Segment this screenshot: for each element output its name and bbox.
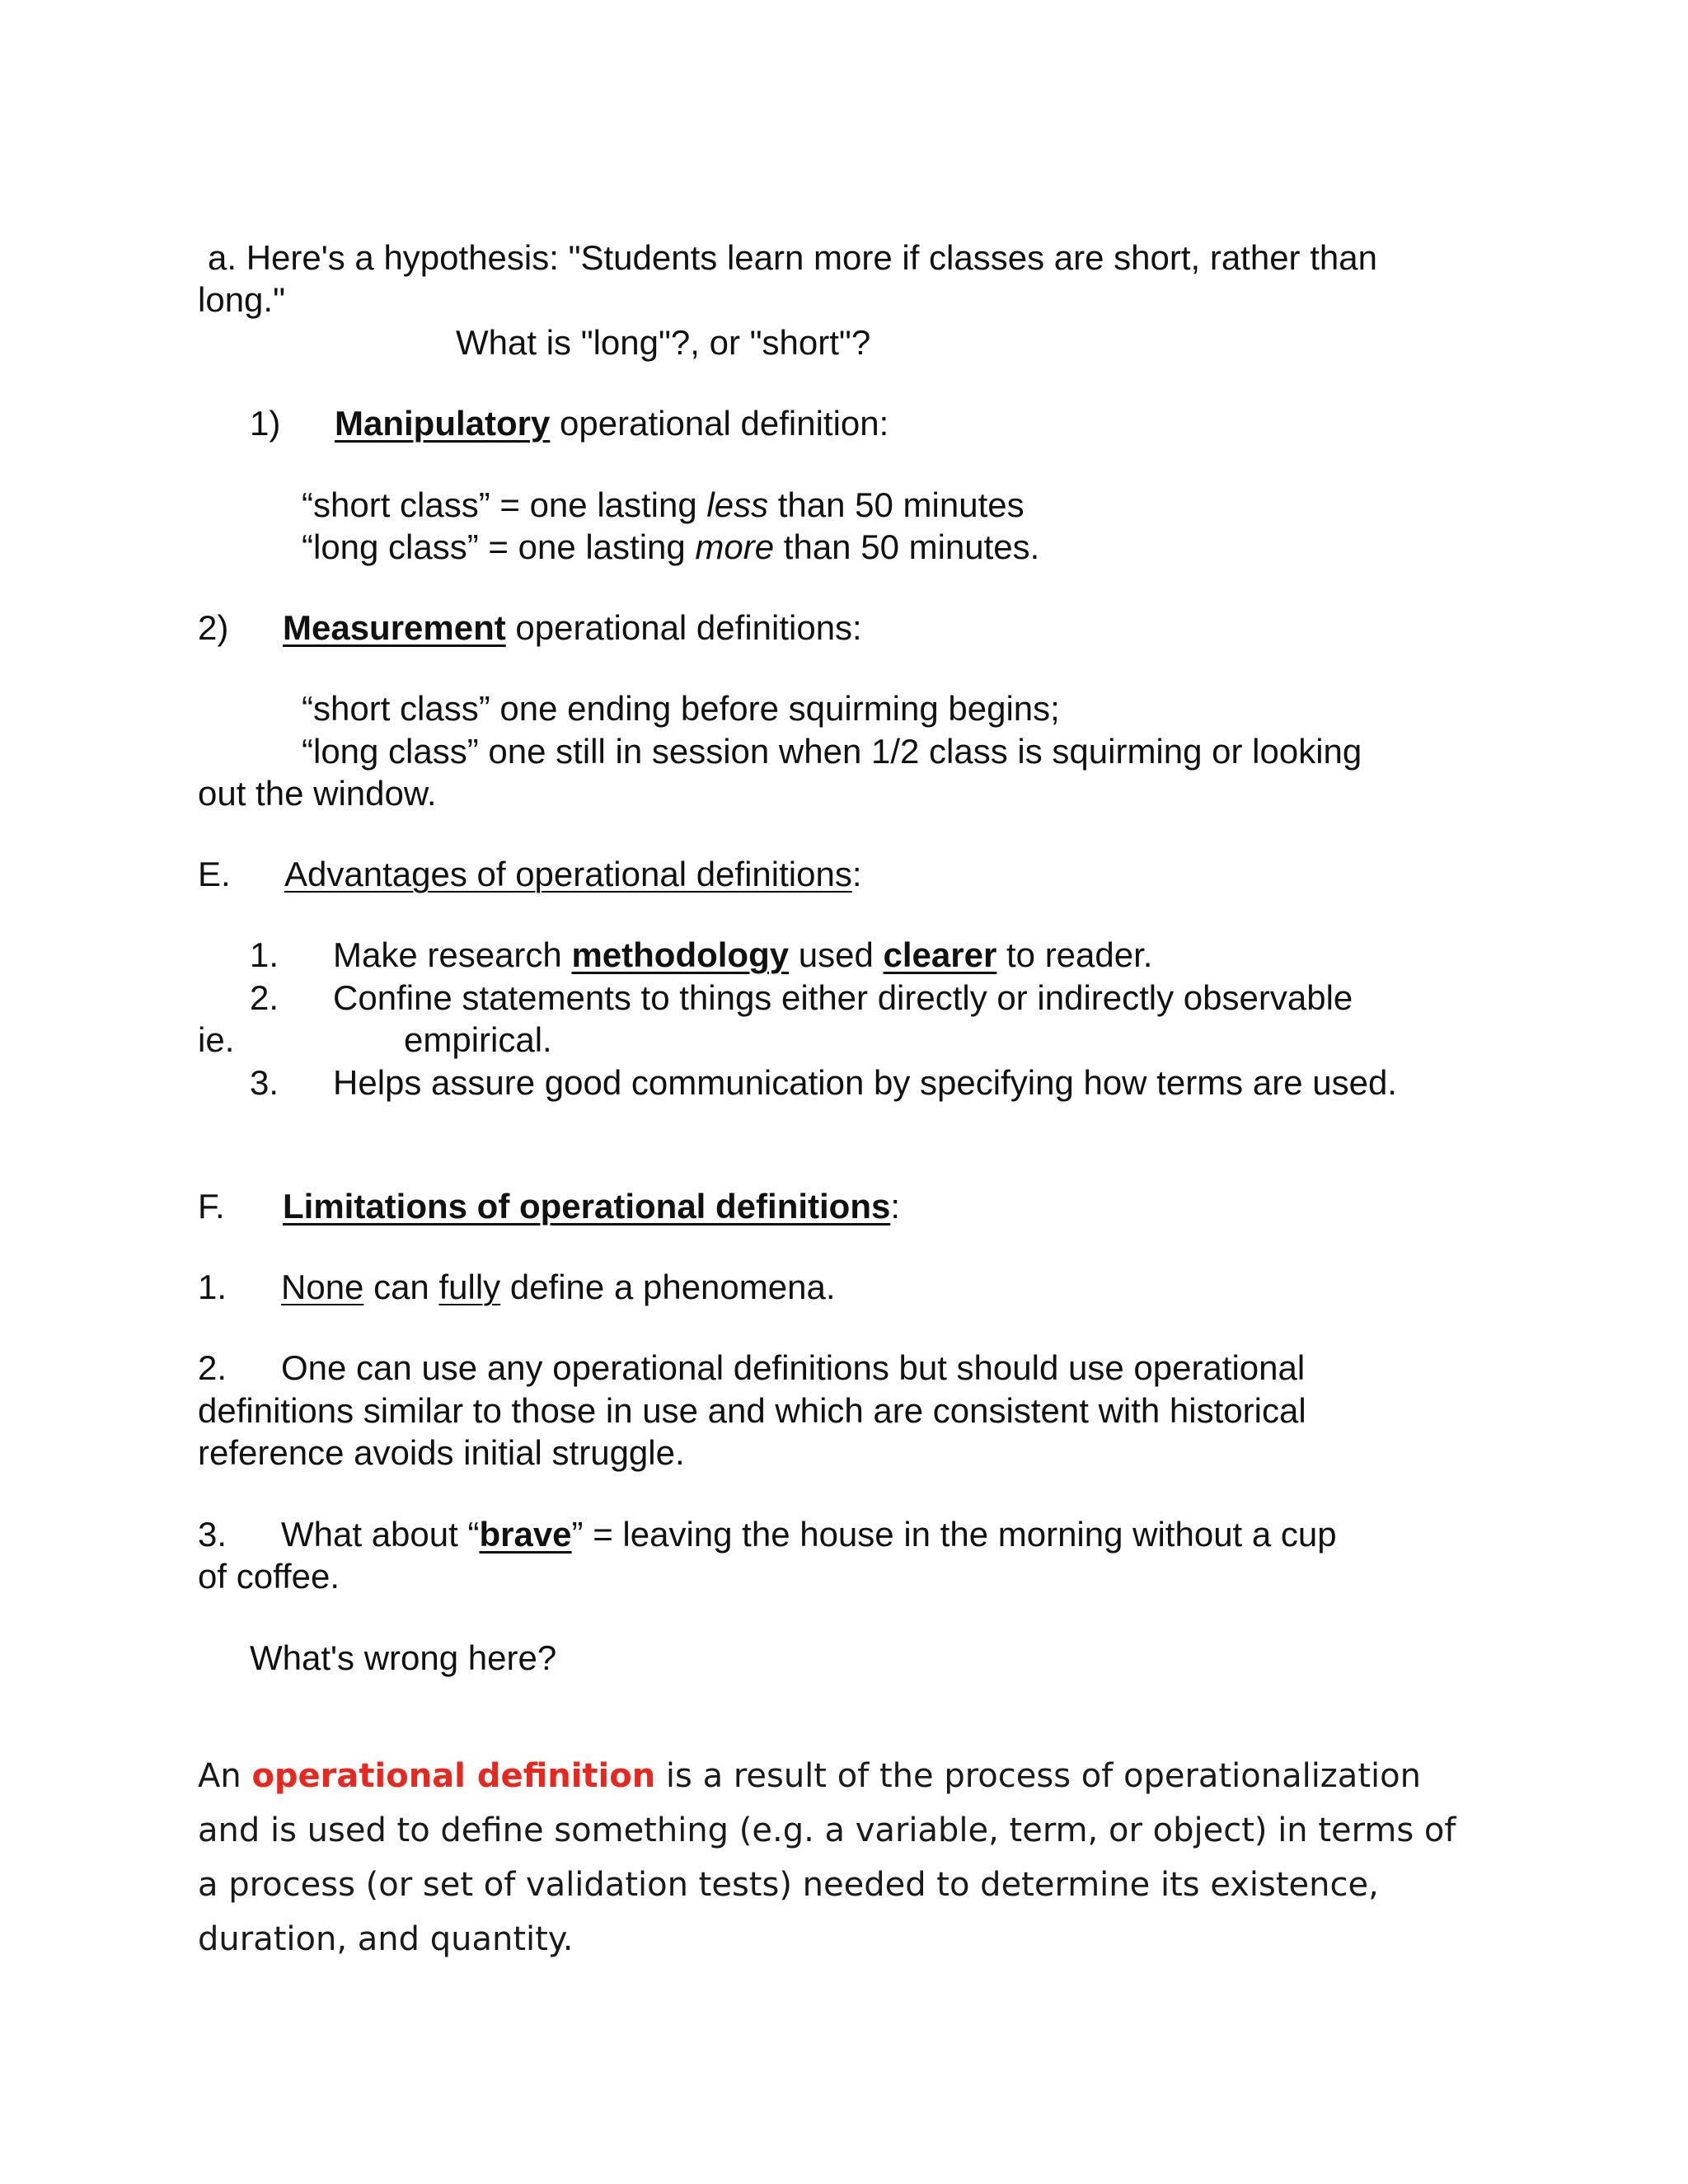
adv-item1-methodology: methodology: [571, 935, 790, 974]
advantages-item-3: Helps assure good communication by specifying how terms are used.: [333, 1063, 1397, 1102]
limitations-item-1: [281, 1266, 836, 1309]
lim-item1-b: can: [363, 1268, 439, 1306]
long-class-measurement-line-2: out the window.: [198, 774, 437, 813]
advantages-item-3-number: 3.: [250, 1063, 279, 1102]
adv-item1-e: to reader.: [996, 935, 1153, 974]
limitations-item-2-line-1: One can use any operational definitions but should use operational: [281, 1348, 1306, 1387]
limitations-item-2-line-2: definitions similar to those in use and which are consistent with historical: [198, 1391, 1306, 1430]
measurement-term: Measurement: [283, 608, 506, 647]
short-class-measurement: “short class” one ending before squirming begins;: [302, 689, 1060, 728]
long-class-text-a: “long class” = one lasting: [302, 527, 696, 566]
definition-paragraph: [198, 1749, 1484, 1966]
lim-item1-d: define a phenomena.: [500, 1268, 836, 1306]
definition-body: is a result of the process of operationalization and is used to define something (e.g. a variable, term, or object) in terms of a process (or set of validation tests) needed to determine its existence, duration, and quantity.: [198, 1757, 1456, 1958]
limitations-colon: :: [890, 1187, 901, 1226]
advantages-colon: :: [851, 855, 862, 893]
whats-wrong-question: What's wrong here?: [250, 1638, 557, 1677]
limitations-item-2-line-3: reference avoids initial struggle.: [198, 1433, 685, 1472]
limitations-item-2-number: 2.: [198, 1348, 227, 1387]
short-class-manipulatory: [302, 484, 1025, 527]
hypothesis-question: What is "long"?, or "short"?: [456, 323, 871, 362]
limitations-item-3-number: 3.: [198, 1515, 227, 1554]
hypothesis-line-2: long.": [198, 280, 285, 319]
advantages-item-2-cont: empirical.: [404, 1020, 552, 1059]
advantages-heading-text: Advantages of operational definitions: [284, 855, 852, 893]
limitations-letter: F.: [198, 1187, 225, 1226]
advantages-heading: [284, 853, 862, 896]
long-class-italic: more: [695, 527, 775, 566]
long-class-text-b: than 50 minutes.: [774, 527, 1040, 566]
manipulatory-term: Manipulatory: [335, 404, 551, 443]
lim-item3-a: What about “: [281, 1515, 480, 1554]
advantages-item-2-number: 2.: [250, 978, 279, 1017]
advantages-item-2-ie: ie.: [198, 1020, 235, 1059]
adv-item1-c: used: [789, 935, 884, 974]
measurement-heading: [283, 607, 862, 649]
lim-item1-none: None: [281, 1268, 364, 1306]
definition-term: operational definition: [251, 1757, 656, 1795]
advantages-letter: E.: [198, 855, 231, 893]
measurement-number: 2): [198, 608, 229, 647]
short-class-text-b: than 50 minutes: [768, 485, 1025, 524]
short-class-italic: less: [706, 485, 769, 524]
advantages-item-2: Confine statements to things either directly or indirectly observable: [333, 978, 1353, 1017]
adv-item1-a: Make research: [333, 935, 572, 974]
definition-lead: An: [198, 1757, 252, 1795]
limitations-item-1-number: 1.: [198, 1268, 227, 1306]
limitations-heading: [283, 1185, 900, 1228]
manipulatory-heading: [335, 402, 889, 445]
short-class-text-a: “short class” = one lasting: [302, 485, 707, 524]
limitations-heading-text: Limitations of operational definitions: [283, 1187, 891, 1226]
long-class-manipulatory: [302, 526, 1039, 569]
adv-item1-clearer: clearer: [883, 935, 997, 974]
advantages-item-1-number: 1.: [250, 935, 279, 974]
limitations-item-3-line-2: of coffee.: [198, 1557, 340, 1596]
lim-item3-brave: brave: [479, 1515, 572, 1554]
manipulatory-number: 1): [250, 404, 281, 443]
measurement-heading-rest: operational definitions:: [505, 608, 862, 647]
lim-item1-fully: fully: [438, 1268, 501, 1306]
long-class-measurement-line-1: “long class” one still in session when 1/2 class is squirming or looking: [302, 732, 1362, 771]
advantages-item-1: [333, 934, 1152, 977]
limitations-item-3-line-1: [281, 1513, 1337, 1556]
manipulatory-heading-rest: operational definition:: [550, 404, 889, 443]
hypothesis-line-1: a. Here's a hypothesis: "Students learn more if classes are short, rather than: [208, 238, 1377, 277]
lim-item3-c: ” = leaving the house in the morning without a cup: [571, 1515, 1337, 1554]
